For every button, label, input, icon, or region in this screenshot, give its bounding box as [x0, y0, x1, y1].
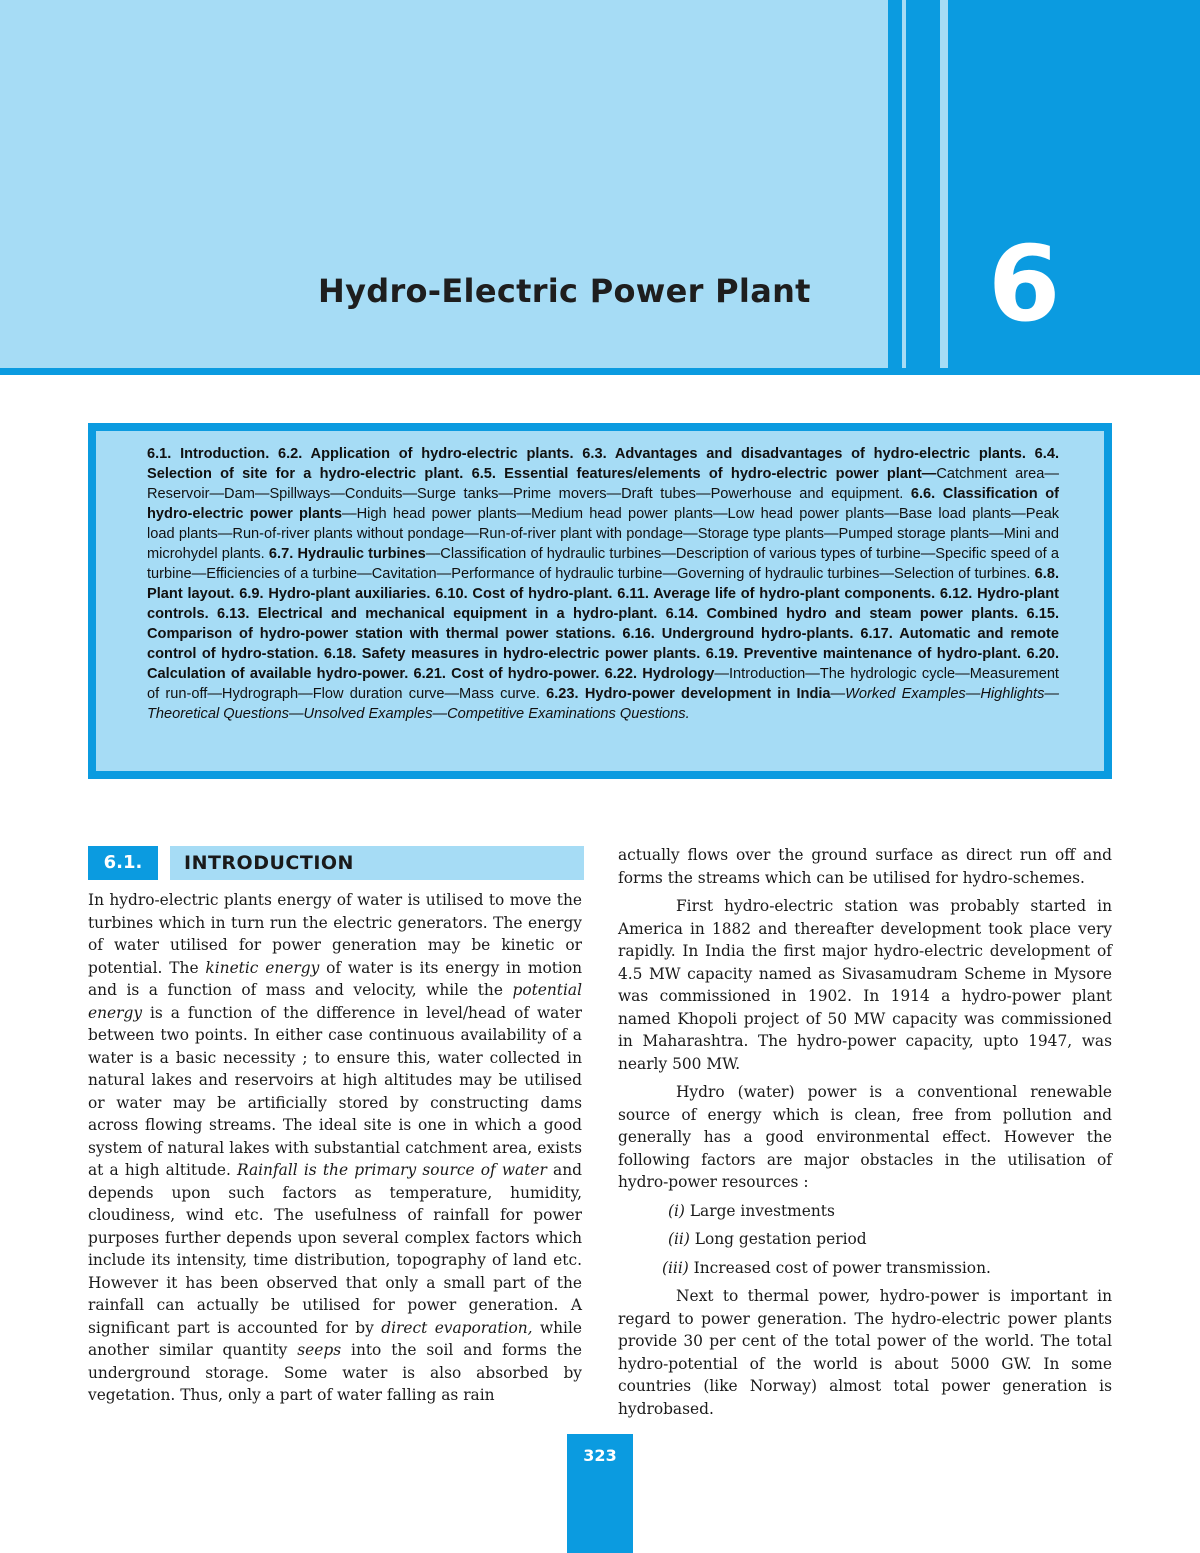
paragraph: Next to thermal power, hydro-power is important in regard to power generation. The hydro-electric power plants provide 30 per cent of the total power of the world. The total hydro-potential of the world is about 5000 GW. In some countries (like Norway) almost total power generation is hydrobased.	[618, 1287, 1112, 1418]
text-run: direct evaporation,	[381, 1318, 533, 1337]
header-stripe	[906, 0, 940, 375]
section-number: 6.1.	[88, 846, 158, 880]
contents-run: 6.7. Hydraulic turbines	[268, 546, 426, 562]
chapter-contents-box	[88, 423, 1112, 779]
text-run: Rainfall is the primary source of water	[237, 1161, 547, 1179]
section-heading	[88, 846, 584, 880]
list-item: (iii) Increased cost of power transmission.	[662, 1258, 991, 1277]
header-rule	[0, 368, 1200, 375]
paragraph: Hydro (water) power is a conventional renewable source of energy which is clean, free from pollution and generally has a good environmental effect. However the following factors are major obstacles in the utilisation of hydro-power resources :	[618, 1083, 1112, 1191]
text-run: potential energy	[88, 981, 582, 1022]
contents-run: 6.6. Classification of hydro-electric power plants	[147, 486, 1059, 522]
paragraph: First hydro-electric station was probably started in America in 1882 and thereafter development took place very rapidly. In India the first major hydro-electric development of 4.5 MW capacity named as Sivasamudram Scheme in Mysore was commissioned in 1902. In 1914 a hydro-power plant named Khopoli project of 50 MW capacity was commissioned in Maharashtra. The hydro-power capacity, upto 1947, was nearly 500 MW.	[618, 897, 1112, 1073]
contents-run: —Worked Examples—Highlights—Theoretical Questions—Unsolved Examples—Competitive Examinations Questions.	[147, 686, 1059, 722]
text-run: while another similar quantity	[88, 1318, 582, 1359]
contents-run: —Introduction—The hydrologic cycle—Measurement of run-off—Hydrograph—Flow duration curve—Mass curve.	[147, 666, 1059, 702]
contents-run: —Classification of hydraulic turbines—Description of various types of turbine—Specific speed of a turbine—Efficiencies of a turbine—Cavitation—Performance of hydraulic turbine—Governing of hydraulic turbines—Selection of turbines.	[147, 546, 1059, 582]
text-run: into the soil and forms the underground storage. Some water is also absorbed by vegetation. Thus, only a part of water falling as rain	[88, 1341, 583, 1404]
contents-run: 6.23. Hydro-power development in India	[546, 686, 831, 702]
right-column	[618, 844, 1112, 1420]
text-run: seeps	[297, 1341, 342, 1359]
chapter-number-panel	[948, 0, 1200, 375]
contents-run: —High head power plants—Medium head power plants—Low head power plants—Base load plants—Peak load plants—Run-of-river plants without pondage—Run-of-river plant with pondage—Storage type plants—Pumped storage plants—Mini and microhydel plants.	[147, 506, 1059, 562]
text-run: In hydro-electric plants energy of water is utilised to move the turbines which in turn run the electric generators. The energy of water utilised for power generation may be kinetic or potential. The	[88, 891, 582, 977]
chapter-contents-text	[147, 444, 1059, 724]
chapter-number: 6	[988, 223, 1061, 345]
contents-run: 6.1. Introduction. 6.2. Application of hydro-electric plants. 6.3. Advantages and disadvantages of hydro-electric plants. 6.4. Selection of site for a hydro-electric plant. 6.5. Essential features/elements of hydro-electric power plant—	[147, 446, 1059, 482]
header-stripe	[888, 0, 902, 375]
contents-run: Catchment area—Reservoir—Dam—Spillways—Conduits—Surge tanks—Prime movers—Draft tubes—Powerhouse and equipment.	[147, 466, 1059, 502]
text-run: and depends upon such factors as temperature, humidity, cloudiness, wind etc. The usefulness of rainfall for power purposes further depends upon several complex factors which include its intensity, time distribution, topography of land etc. However it has been observed that only a small part of the rainfall can actually be utilised for power generation. A significant part is accounted for by	[88, 1161, 582, 1337]
text-run: kinetic energy	[205, 958, 320, 977]
list-item: (i) Large investments	[668, 1201, 835, 1220]
page-number: 323	[583, 1446, 617, 1465]
text-run: of water is its energy in motion and is a function of mass and velocity, while the	[88, 958, 582, 999]
list-item: (ii) Long gestation period	[668, 1230, 867, 1248]
paragraph	[88, 889, 582, 1407]
contents-run: 6.8. Plant layout. 6.9. Hydro-plant auxiliaries. 6.10. Cost of hydro-plant. 6.11. Average life of hydro-plant components. 6.12. Hydro-plant controls. 6.13. Electrical and mechanical equipment in a hydro-plant. 6.14. Combined hydro and steam power plants. 6.15. Comparison of hydro-power station with thermal power stations. 6.16. Underground hydro-plants. 6.17. Automatic and remote control of hydro-station. 6.18. Safety measures in hydro-electric power plants. 6.19. Preventive maintenance of hydro-plant. 6.20. Calculation of available hydro-power. 6.21. Cost of hydro-power. 6.22. Hydrology	[147, 566, 1059, 682]
chapter-title: Hydro-Electric Power Plant	[318, 272, 811, 310]
section-title: INTRODUCTION	[184, 852, 354, 874]
text-run: is a function of the difference in level/head of water between two points. In either case continuous availability of a water is a basic necessity ; to ensure this, water collected in natural lakes and reservoirs at high altitudes may be utilised or water may be artificially stored by constructing dams across flowing streams. The ideal site is one in which a good system of natural lakes with substantial catchment area, exists at a high altitude.	[88, 1003, 582, 1179]
left-column	[88, 889, 582, 1407]
paragraph: actually flows over the ground surface as direct run off and forms the streams which can be utilised for hydro-schemes.	[618, 846, 1112, 887]
